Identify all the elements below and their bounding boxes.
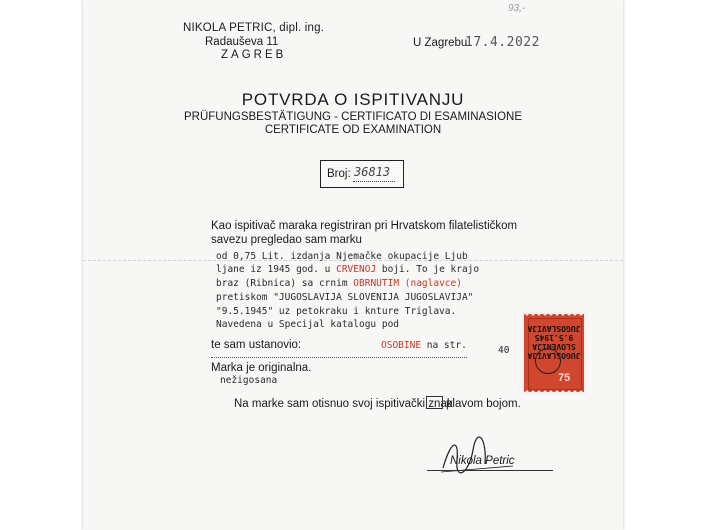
znak-label: Na marke sam otisnuo svoj ispitivački znak <box>234 398 453 410</box>
typed-line-2-text-a: ljane iz 1945 god. u <box>216 264 337 275</box>
overprint-line: JUGOSLAVIJA <box>527 351 581 360</box>
stamp-cancel-mark <box>535 348 561 374</box>
pencil-mark: 93,- <box>508 3 526 14</box>
overprint-line: SLOVENIJA <box>532 342 576 351</box>
bojom-label: plavom bojom. <box>446 398 521 410</box>
issuer-name: NIKOLA PETRIC, dipl. ing. <box>183 22 325 34</box>
intro-line-2: savezu pregledao sam marku <box>211 234 362 246</box>
typed-line-1-text: od 0,75 Lit. izdanja Njemačke okupacije Ljub <box>216 251 468 262</box>
typed-line-2-text-b: boji. To je krajo <box>376 264 480 275</box>
typed-line-7-text: na str. <box>421 340 467 351</box>
originalna-label: Marka je originalna. <box>211 362 312 374</box>
signature-line <box>427 470 553 471</box>
typed-color-red: CRVENOJ <box>336 264 377 275</box>
certificate-number: 36813 <box>354 165 391 179</box>
stamp-value: 75 <box>558 372 571 384</box>
dotted-line <box>211 357 467 358</box>
typed-inverted-red: OBRNUTIM (naglavce) <box>353 278 462 289</box>
signature-name: Nikola Petric <box>450 455 515 467</box>
issuer-city: ZAGREB <box>221 49 287 61</box>
certificate-number-box <box>320 160 404 188</box>
intro-line-1: Kao ispitivač maraka registriran pri Hrvatskom filatelističkom <box>211 220 518 232</box>
typed-line-3 <box>216 278 462 289</box>
stamp-perforation-bottom <box>524 390 584 392</box>
typed-unused-note: nežigosana <box>220 375 278 386</box>
typed-line-4: pretiskom "JUGOSLAVIJA SLOVENIJA JUGOSLAVIJA" <box>216 292 474 303</box>
certificate-subtitle-de-it: PRÜFUNGSBESTÄTIGUNG - CERTIFICATO DI ESAMINASIONE <box>183 111 522 123</box>
typed-osobine-red: OSOBINE <box>381 340 422 351</box>
typed-line-5: "9.5.1945" uz petokraku i knture Triglava. <box>216 306 457 317</box>
certificate-subtitle-en: CERTIFICATE OD EXAMINATION <box>264 124 442 136</box>
date-value: 17.4.2022 <box>465 35 540 50</box>
certificate-page <box>83 0 623 530</box>
certificate-title: POTVRDA O ISPITIVANJU <box>241 90 465 109</box>
typed-page-number: 40 <box>498 345 510 356</box>
place-label: U Zagrebu <box>413 37 468 49</box>
typed-line-2 <box>216 264 479 275</box>
certificate-number-label: Broj: <box>327 168 351 180</box>
typed-line-7 <box>381 340 467 351</box>
mark-box <box>426 396 443 409</box>
overprint-line: 9.5.1945 <box>534 333 574 342</box>
left-margin <box>0 0 83 530</box>
issuer-street: Radauševa 11 <box>205 36 279 48</box>
ustanovio-label: te sam ustanovio: <box>211 339 302 351</box>
overprint-line: JUGOSLAVIJA <box>527 324 581 333</box>
stamp-perforation-top <box>524 314 584 316</box>
typed-line-6: Navedena u Specijal katalogu pod <box>216 319 400 330</box>
certificate-number-underline <box>353 181 395 182</box>
typed-line-3-text: braz (Ribnica) sa crnim <box>216 278 354 289</box>
right-margin <box>623 0 710 530</box>
typed-line-1 <box>216 251 468 262</box>
